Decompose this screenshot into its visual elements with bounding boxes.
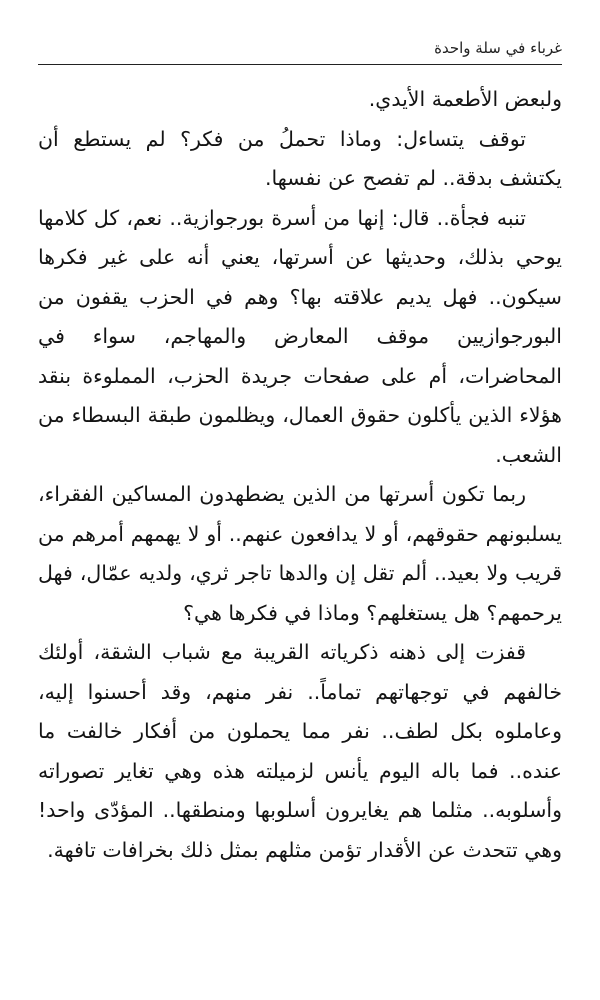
paragraph: تنبه فجأة.. قال: إنها من أسرة بورجوازية.. نعم، كل كلامها يوحي بذلك، وحديثها عن أسرتها، يعني أنه على غير فكرها سيكون.. فهل يديم علاقته بها؟ وهم في الحزب يقفون من البورجوازيين موقف المعارض والمهاجم، سواء في المحاضرات، أم على صفحات جريدة الحزب، المملوءة بنقد هؤلاء الذين يأكلون حقوق العمال، ويظلمون طبقة البسطاء من الشعب.	[38, 205, 562, 467]
paragraph: قفزت إلى ذهنه ذكرياته القريبة مع شباب الشقة، أولئك خالفهم في توجهاتهم تماماً.. نفر منهم، وقد أحسنوا إليه، وعاملوه بكل لطف.. نفر مما يحملون من أفكار خالفت ما عنده.. فما باله اليوم يأنس لزميلته هذه وهي تغاير تصوراته وأسلوبه.. مثلما هم يغايرون أسلوبها ومنطقها.. المؤدّى واحد! وهي تتحدث عن الأقدار تؤمن مثلهم بمثل ذلك بخرافات تافهة.	[38, 640, 562, 862]
paragraph: توقف يتساءل: وماذا تحملُ من فكر؟ لم يستطع أن يكتشف بدقة.. لم تفصح عن نفسها.	[38, 126, 562, 190]
paragraph: ولبعض الأطعمة الأيدي.	[368, 87, 562, 111]
body-text	[38, 80, 562, 870]
running-header-title: غرباء في سلة واحدة	[434, 39, 562, 57]
paragraph: ربما تكون أسرتها من الذين يضطهدون المساكين الفقراء، يسلبونهم حقوقهم، أو لا يدافعون عنهم.. أو لا يهمهم أمرهم من قريب ولا بعيد.. ألم تقل إن والدها تاجر ثري، ولديه عمّال، فهل يرحمهم؟ هل يستغلهم؟ وماذا في فكرها هي؟	[38, 482, 562, 625]
running-header	[38, 36, 562, 65]
